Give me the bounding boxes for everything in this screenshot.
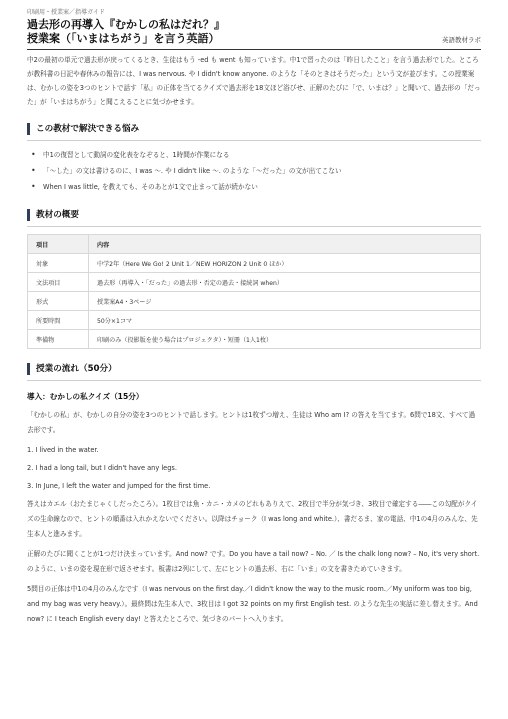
example-sentence-1: 1. I lived in the water. (27, 446, 99, 454)
table-header-row (28, 235, 481, 254)
column-header-content: 内容 (89, 235, 481, 254)
table-row (28, 330, 481, 349)
subsection-heading-intro-quiz: 導入：むかしの私クイズ（15分） (27, 392, 144, 401)
row-value: 中学2年（Here We Go! 2 Unit 1／NEW HORIZON 2 Unit 0 ほか） (89, 254, 481, 273)
section-divider (27, 226, 481, 227)
list-item: • 中1の復習として動詞の変化表をなぞると、1時間が作業になる (27, 147, 481, 163)
row-key: 準備物 (28, 330, 89, 349)
flow-paragraph-1: 「むかしの私」が、むかしの自分の姿を3つのヒントで話します。ヒントは1枚ずつ増え、生徒は Who am I? の答えを当てます。6問で18文、すべて過去形です。 (27, 411, 476, 434)
table-row (28, 311, 481, 330)
section-heading-flow: 授業の流れ（50分） (27, 363, 481, 375)
row-value: 50分×1コマ (89, 311, 481, 330)
row-key: 文法項目 (28, 273, 89, 292)
kicker: 印刷用・授業案／指導ガイド (27, 9, 105, 16)
table-row (28, 273, 481, 292)
flow-paragraph-4: 5問目の正体は中1の4月のみんなです（I was nervous on the first day.／I didn't know the way to the music room.／My uniform was too big, and my bag was very heavy.）。最終問は先生本人で、3枚目は I got 32 points on my first English test. のような先生の実話に差し替えます。And now? に I teach English every day! と答えたところで、気づきのパートへ入ります。 (27, 585, 478, 623)
problems-list (27, 147, 481, 195)
flow-paragraph-3: 正解のたびに聞くことが1つだけ決まっています。And now? です。Do you have a tail now? – No. ／ Is the chalk long now? – No, it's very short. のように、いまの姿を現在形で返させます。板書は2列にして、左にヒントの過去形、右に「いま」の文を書きためていきます。 (27, 550, 480, 573)
list-item: • When I was little, を教えても、そのあとが1文で止まって話が続かない (27, 179, 481, 195)
brand-name: 英語教材ラボ (442, 36, 481, 44)
intro-paragraph: 中2の最初の単元で過去形が戻ってくるとき、生徒はもう -ed も went も知っています。中1で習ったのは「昨日したこと」を言う過去形でした。ところが教科書の日記や春休みの報告には、I was nervous. や I didn't know anyone. のような「そのときはそうだった」という文が並びます。この授業案は、むかしの姿を3つのヒントで話す「私」の正体を当てるクイズで過去形を18文ほど浴びせ、正解のたびに「で、いまは？」と聞いて、過去形の「だった」が「いまはちがう」と聞こえることに気づかせます。 (27, 56, 481, 106)
title-row (27, 32, 481, 46)
row-value: 授業案A4・3ページ (89, 292, 481, 311)
example-sentence-2: 2. I had a long tail, but I didn't have any legs. (27, 464, 177, 472)
row-key: 所要時間 (28, 311, 89, 330)
overview-table (27, 234, 481, 349)
list-item: • 「～した」の文は書けるのに、I was ～. や I didn't like ～. のような「～だった」の文が出てこない (27, 163, 481, 179)
row-key: 形式 (28, 292, 89, 311)
row-value: 印刷のみ（投影版を使う場合はプロジェクタ）・短冊（1人1枚） (89, 330, 481, 349)
title-divider (27, 49, 481, 50)
flow-paragraph-2: 答えはカエル（おたまじゃくしだったころ）。1枚目では魚・カニ・カメのどれもありえて、2枚目で半分が気づき、3枚目で確定する――この勾配がクイズの生命線なので、ヒントの順番は入れかえないでください。以降はチョーク（I was long and white.）、書だるま、家の電話、中1の4月のみんな、先生本人と進みます。 (27, 500, 478, 538)
section-divider (27, 380, 481, 381)
column-header-item: 項目 (28, 235, 89, 254)
section-heading-overview: 教材の概要 (27, 209, 481, 221)
row-key: 対象 (28, 254, 89, 273)
page-subtitle: 授業案（「いまはちがう」を言う英語） (27, 32, 220, 45)
section-divider (27, 140, 481, 141)
table-row (28, 292, 481, 311)
example-sentence-3: 3. In June, I left the water and jumped for the first time. (27, 482, 211, 490)
row-value: 過去形（再導入・「だった」の過去形・否定の過去・接続詞 when） (89, 273, 481, 292)
section-heading-problems: この教材で解決できる悩み (27, 123, 481, 135)
table-row (28, 254, 481, 273)
page-title: 過去形の再導入『むかしの私はだれ？』 (27, 18, 225, 31)
